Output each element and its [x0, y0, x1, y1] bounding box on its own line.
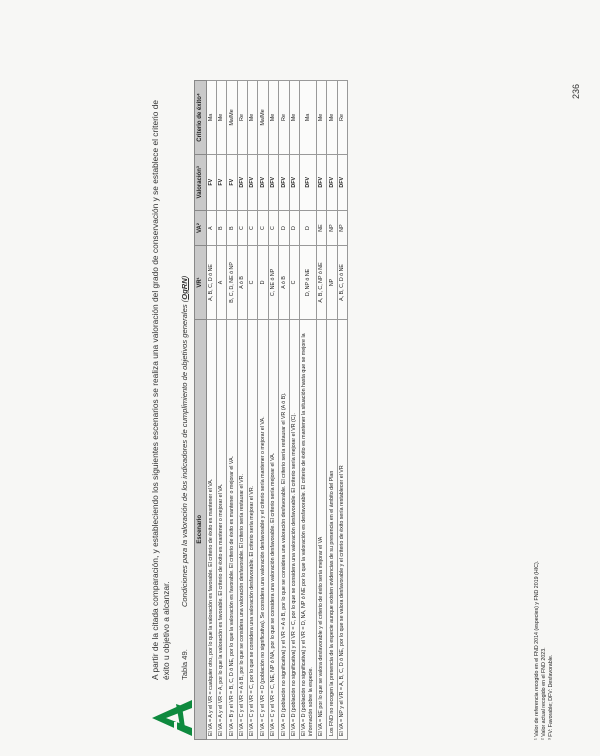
- cell-va: D: [299, 210, 316, 246]
- cell-valoracion: DFV: [327, 154, 337, 210]
- header-va: VA²: [195, 210, 207, 246]
- cell-va: A: [206, 210, 216, 246]
- criteria-table: [194, 80, 348, 740]
- table-row: [248, 81, 258, 740]
- cell-va: C: [258, 210, 268, 246]
- cell-vr: C, NE ó NP: [268, 246, 278, 319]
- cell-criterio: Re: [237, 81, 247, 155]
- cell-vr: D: [258, 246, 268, 319]
- cell-escenario: El VA = D (población no significativa) y el VR = D, NA, NP ó NE por lo que la valoración es desfavorable. El criterio de éxito es mantener la situación hasta que se mejore la información sobre la especie.: [299, 319, 316, 739]
- cell-va: B: [216, 210, 226, 246]
- header-valoracion: Valoración³: [195, 154, 207, 210]
- header-criterio: Criterio de éxito⁴: [195, 81, 207, 155]
- cell-va: C: [248, 210, 258, 246]
- cell-valoracion: DFV: [258, 154, 268, 210]
- cell-criterio: Me: [268, 81, 278, 155]
- cell-criterio: Ma: [299, 81, 316, 155]
- cell-va: D: [279, 210, 289, 246]
- cell-valoracion: DFV: [316, 154, 326, 210]
- junta-andalucia-logo-icon: [150, 696, 194, 740]
- cell-escenario: El VA = C y el VR = C, por lo que se considera una valoración desfavorable. El criterio sería mejorar el VR.: [248, 319, 258, 739]
- cell-vr: D, NP ó NE: [299, 246, 316, 319]
- cell-valoracion: DFV: [279, 154, 289, 210]
- cell-escenario: El VA = NP y el VR = A, B, C, D ó NE, por lo que se valora desfavorable y el criterio de éxito sería restablecer el VR: [337, 319, 347, 739]
- table-row: [337, 81, 347, 740]
- cell-va: NP: [337, 210, 347, 246]
- header-escenario: Escenario: [195, 319, 207, 739]
- cell-valoracion: FV: [227, 154, 237, 210]
- cell-criterio: Ma: [206, 81, 216, 155]
- table-row: [206, 81, 216, 740]
- table-row: [316, 81, 326, 740]
- table-row: [327, 81, 337, 740]
- cell-valoracion: DFV: [248, 154, 258, 210]
- cell-criterio: Re: [279, 81, 289, 155]
- cell-criterio: Ma/Me: [258, 81, 268, 155]
- table-row: [216, 81, 226, 740]
- cell-va: C: [268, 210, 278, 246]
- cell-criterio: Me: [327, 81, 337, 155]
- cell-va: C: [237, 210, 247, 246]
- cell-valoracion: FV: [216, 154, 226, 210]
- cell-va: NP: [327, 210, 337, 246]
- cell-criterio: Re: [337, 81, 347, 155]
- cell-escenario: El VA = A y el VR = A, por lo que la valoración es favorable. El criterio de éxito es mantener o mejorar el VA.: [216, 319, 226, 739]
- footnote-va: ² Valor actual recogido en el FND 2023.: [541, 647, 547, 740]
- cell-valoracion: FV: [206, 154, 216, 210]
- cell-va: D: [289, 210, 299, 246]
- cell-va: NE: [316, 210, 326, 246]
- cell-vr: B, C, D, NE ó NP: [227, 246, 237, 319]
- table-row: [237, 81, 247, 740]
- cell-escenario: El VA = D (población no significativa) y el VR = A ó B, por lo que se considera una valoración desfavorable. El criterio sería restaurar el VR (A ó B).: [279, 319, 289, 739]
- page-number: 236: [571, 83, 581, 99]
- cell-valoracion: DFV: [237, 154, 247, 210]
- cell-valoracion: DFV: [337, 154, 347, 210]
- header-vr: VR¹: [195, 246, 207, 319]
- cell-escenario: El VA = A y el VR = cualquier otro, por lo que la valoración es favorable. El criterio de éxito es mantener el VA.: [206, 319, 216, 739]
- cell-escenario: El VA = D (población no significativa) y el VR = C, por lo que se considera una valoración desfavorable. El criterio sería mejorar el VR (C).: [289, 319, 299, 739]
- cell-vr: NP: [327, 246, 337, 319]
- cell-escenario: Los FND no recogen la presencia de la especie aunque existen evidencias de su presencia en el ámbito del Plan: [327, 319, 337, 739]
- table-row: [258, 81, 268, 740]
- cell-criterio: Me: [216, 81, 226, 155]
- cell-valoracion: DFV: [289, 154, 299, 210]
- table-row: [227, 81, 237, 740]
- table-row: [279, 81, 289, 740]
- cell-escenario: El VA = NE por lo que se valora desfavorable y el criterio de éxito sería mejorar el VA: [316, 319, 326, 739]
- footnote-vr: ¹ Valor de referencia recogido en el FND 2014 (especies) y FND 2019 (HIC).: [534, 560, 540, 740]
- table-row: [268, 81, 278, 740]
- cell-vr: A, B, C, NP ó NE: [316, 246, 326, 319]
- cell-vr: A, B, C, D ó NE: [337, 246, 347, 319]
- cell-criterio: Me: [289, 81, 299, 155]
- table-title: Condiciones para la valoración de los indicadores de cumplimiento de objetivos generales (: [180, 299, 189, 608]
- cell-escenario: El VA = B y el VR = B, C, D ó NE, por lo que la valoración es favorable. El criterio de éxito es mantener o mejorar el VA.: [227, 319, 237, 739]
- table-header-row: [195, 81, 207, 740]
- cell-valoracion: DFV: [299, 154, 316, 210]
- table-caption: [180, 80, 189, 680]
- cell-vr: A: [216, 246, 226, 319]
- cell-vr: C: [248, 246, 258, 319]
- cell-vr: A ó B: [279, 246, 289, 319]
- cell-valoracion: DFV: [268, 154, 278, 210]
- cell-vr: A, B, C, D ó NE: [206, 246, 216, 319]
- cell-escenario: El VA = C y el VR = A ó B, por lo que se considera una valoración desfavorable. El criterio sería restaurar el VR.: [237, 319, 247, 739]
- cell-criterio: Ma/Me: [227, 81, 237, 155]
- cell-escenario: El VA = C y el VR = D (población no significativa). Se considera una valoración desfavorable y el criterio sería mantener o mejorar el VA.: [258, 319, 268, 739]
- table-acronym: OgRN: [180, 278, 189, 300]
- cell-vr: C: [289, 246, 299, 319]
- intro-paragraph: A partir de la citada comparación, y estableciendo los siguientes escenarios se realiza una valoración del grado de conservación y se establece el criterio de éxito u objetivo a alcanzar.: [150, 99, 171, 680]
- cell-va: B: [227, 210, 237, 246]
- cell-criterio: Me: [316, 81, 326, 155]
- table-row: [289, 81, 299, 740]
- footnote-valoracion: ³ FV: Favorable; DFV: Desfavorable.: [548, 654, 554, 740]
- cell-escenario: El VA = C y el VR = C, NE, NP ó NA, por lo que se considera una valoración desfavorable. El criterio sería mejorar el VA.: [268, 319, 278, 739]
- table-title-close: ): [180, 275, 189, 279]
- table-number: Tabla 49.: [180, 649, 189, 680]
- cell-vr: A ó B: [237, 246, 247, 319]
- rotated-page-content: [150, 80, 560, 740]
- table-row: [299, 81, 316, 740]
- cell-criterio: Me: [248, 81, 258, 155]
- table-footnotes: [534, 100, 555, 740]
